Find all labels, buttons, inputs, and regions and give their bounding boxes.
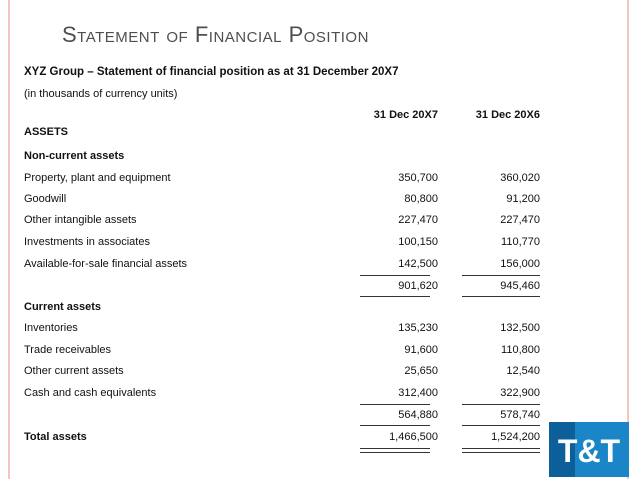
current-subtotal-rule-20x7 — [360, 404, 430, 405]
row-label: Other current assets — [24, 365, 124, 377]
table-row — [24, 193, 544, 209]
table-row — [24, 214, 544, 230]
total-assets-label: Total assets — [24, 431, 87, 443]
row-value-20x6: 360,020 — [500, 172, 540, 184]
table-row — [24, 387, 544, 403]
row-label: Property, plant and equipment — [24, 172, 171, 184]
current-total-20x7: 564,880 — [398, 409, 438, 421]
right-border-rule — [627, 0, 629, 479]
left-border-rule — [8, 0, 10, 479]
current-total-20x6: 578,740 — [500, 409, 540, 421]
table-row — [24, 258, 544, 274]
table-row — [24, 344, 544, 360]
row-value-20x6: 156,000 — [500, 258, 540, 270]
logo-text: T&T — [557, 433, 621, 469]
row-label: Goodwill — [24, 193, 67, 205]
tt-logo — [549, 422, 629, 477]
non-current-heading: Non-current assets — [24, 150, 125, 162]
current-total-row — [24, 409, 544, 425]
row-value-20x7: 135,230 — [398, 322, 438, 334]
row-value-20x6: 91,200 — [506, 193, 540, 205]
subtotal-underline-20x7 — [360, 296, 430, 297]
document-subtitle: (in thousands of currency units) — [24, 88, 178, 100]
table-row — [24, 365, 544, 381]
row-value-20x6: 132,500 — [500, 322, 540, 334]
current-total-underline-20x6 — [462, 425, 540, 426]
row-value-20x6: 12,540 — [506, 365, 540, 377]
table-row — [24, 236, 544, 252]
table-row — [24, 322, 544, 338]
current-heading-row — [24, 301, 544, 317]
total-assets-20x7: 1,466,500 — [389, 431, 438, 443]
row-label: Investments in associates — [24, 236, 150, 248]
document-title: XYZ Group – Statement of financial position as at 31 December 20X7 — [24, 66, 399, 78]
total-double-rule-20x6 — [462, 448, 540, 453]
row-value-20x7: 100,150 — [398, 236, 438, 248]
total-assets-20x6: 1,524,200 — [491, 431, 540, 443]
total-double-rule-20x7 — [360, 448, 430, 453]
row-value-20x7: 350,700 — [398, 172, 438, 184]
subtotal-rule-20x6 — [462, 275, 540, 276]
current-heading: Current assets — [24, 301, 102, 313]
slide-title: Statement of Financial Position — [62, 22, 369, 47]
row-value-20x7: 91,600 — [404, 344, 438, 356]
row-value-20x7: 25,650 — [404, 365, 438, 377]
row-label: Cash and cash equivalents — [24, 387, 157, 399]
current-total-underline-20x7 — [360, 425, 430, 426]
row-label: Available-for-sale financial assets — [24, 258, 188, 270]
subtotal-underline-20x6 — [462, 296, 540, 297]
row-value-20x7: 312,400 — [398, 387, 438, 399]
subtotal-rule-20x7 — [360, 275, 430, 276]
assets-heading-row — [24, 126, 544, 142]
current-subtotal-rule-20x6 — [462, 404, 540, 405]
assets-heading: ASSETS — [24, 126, 69, 138]
column-header-20x6: 31 Dec 20X6 — [475, 109, 540, 121]
total-assets-row — [24, 431, 544, 447]
table-row — [24, 172, 544, 188]
row-value-20x6: 322,900 — [500, 387, 540, 399]
non-current-total-row — [24, 280, 544, 296]
non-current-total-20x7: 901,620 — [398, 280, 438, 292]
row-label: Other intangible assets — [24, 214, 137, 226]
non-current-total-20x6: 945,460 — [500, 280, 540, 292]
row-value-20x7: 227,470 — [398, 214, 438, 226]
row-value-20x6: 110,800 — [501, 344, 540, 356]
row-label: Trade receivables — [24, 344, 112, 356]
row-value-20x6: 110,770 — [501, 236, 540, 248]
row-label: Inventories — [24, 322, 78, 334]
non-current-heading-row — [24, 150, 544, 166]
row-value-20x7: 142,500 — [398, 258, 438, 270]
row-value-20x7: 80,800 — [404, 193, 438, 205]
row-value-20x6: 227,470 — [500, 214, 540, 226]
column-header-20x7: 31 Dec 20X7 — [373, 109, 438, 121]
